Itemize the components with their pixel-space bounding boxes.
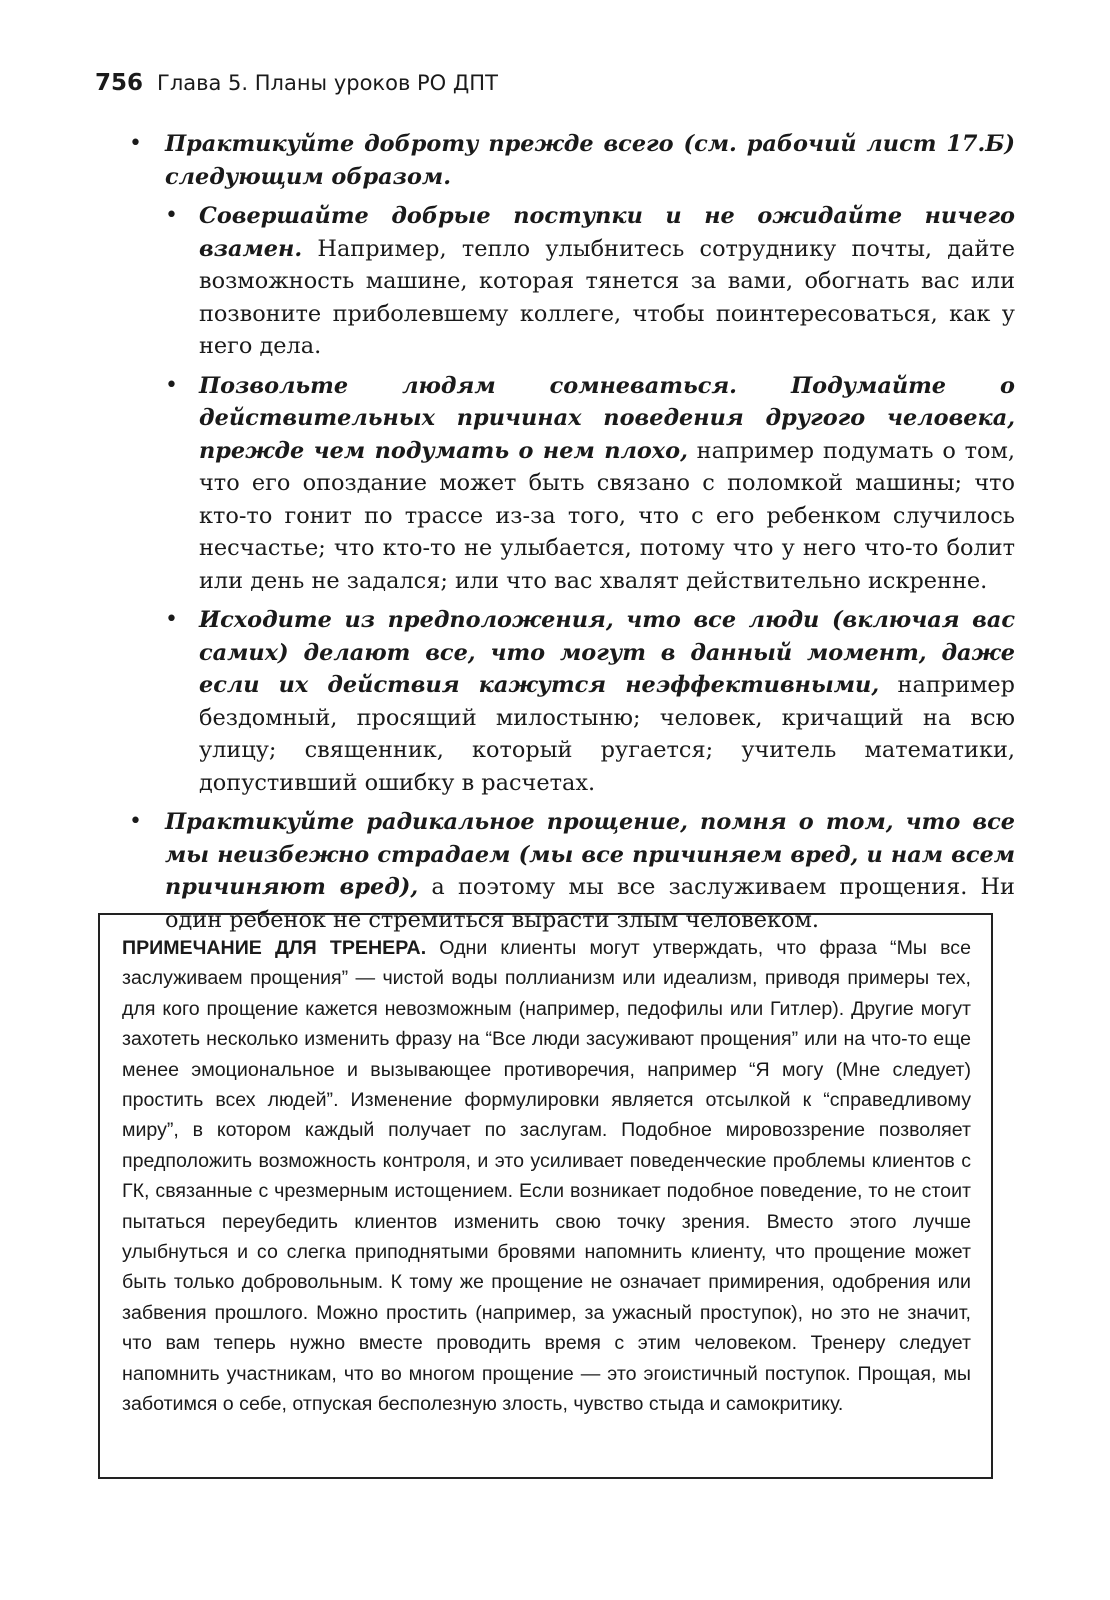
trainer-note — [122, 933, 971, 1420]
bold-italic-text: Практикуйте радикальное прощение, помня о том, что все мы неизбежно страдаем (мы все причиняем вред, и нам всем причиняют вред), — [165, 809, 1015, 900]
list-item — [95, 370, 1015, 598]
page-number: 756 — [95, 70, 144, 96]
bullet-icon: • — [129, 809, 142, 834]
note-label: ПРИМЕЧАНИЕ ДЛЯ ТРЕНЕРА. — [122, 937, 427, 959]
bold-italic-text: Практикуйте доброту прежде всего (см. рабочий лист 17.Б) следующим образом. — [165, 131, 1015, 190]
body-text — [95, 128, 1015, 943]
bold-italic-text: Совершайте добрые поступки и не ожидайте ничего взамен. — [199, 203, 1015, 262]
paragraph-text: например подумать о том, что его опоздание может быть связано с поломкой машины; что кто-то гонит по трассе из-за того, что с его ребенком случилось несчастье; что кто-то не улыбается, потому что у него что-то болит или день не задался; или что вас хвалят действительно искренне. — [199, 437, 1015, 594]
bullet-icon: • — [165, 372, 178, 398]
bold-italic-text: Исходите из предположения, что все люди (включая вас самих) делают все, что могут в данный момент, даже если их действия кажутся неэффективными, — [199, 607, 1015, 698]
running-head: Глава 5. Планы уроков РО ДПТ — [157, 71, 498, 95]
paragraph-text: Например, тепло улыбнитесь сотруднику почты, дайте возможность машине, которая тянется за вами, обогнать вас или позвоните приболевшему коллеге, чтобы поинтересоваться, как у него дела. — [199, 235, 1015, 359]
paragraph-text: а поэтому мы все заслуживаем прощения. Ни один ребенок не стремиться вырасти злым человеком. — [165, 874, 1015, 933]
list-item — [95, 200, 1015, 363]
list-item — [95, 604, 1015, 799]
bullet-icon: • — [129, 131, 142, 156]
bullet-icon: • — [165, 607, 178, 632]
note-text: Одни клиенты могут утверждать, что фраза “Мы все заслуживаем прощения” — чистой воды поллианизм или идеализм, приводя примеры тех, для кого прощение кажется невозможным (например, педофилы или Гитлер). Другие могут захотеть несколько изменить фразу на “Все люди засуживают прощения” или на что-то еще менее эмоциональное и вызывающее противоречия, например “Я могу (Мне следует) простить всех людей”. Изменение формулировки является отсылкой к “справедливому миру”, в котором каждый получает по заслугам. Подобное мировоззрение позволяет предположить возможность контроля, и это усиливает поведенческие проблемы клиентов с ГК, связанные с чрезмерным истощением. Если возникает подобное поведение, то не стоит пытаться переубедить клиентов изменить свою точку зрения. Вместо этого лучше улыбнуться и со слегка приподнятыми бровями напомнить клиенту, что прощение может быть только добровольным. К тому же прощение не означает примирения, одобрения или забвения прошлого. Можно простить (например, за ужасный проступок), но это не значит, что вам теперь нужно вместе проводить время с этим человеком. Тренеру следует напомнить участникам, что во многом прощение — это эгоистичный поступок. Прощая, мы заботимся о себе, отпуская бесполезную злость, чувство стыда и самокритику. — [122, 937, 971, 1416]
page-header — [95, 70, 1015, 110]
trainer-note-box — [98, 913, 993, 1479]
paragraph-text: например бездомный, просящий милостыню; человек, кричащий на всю улицу; священник, который ругается; учитель математики, допустивший ошибку в расчетах. — [199, 672, 1016, 796]
list-item — [95, 128, 1015, 193]
bullet-icon: • — [165, 203, 178, 228]
bold-italic-text: Позвольте людям сомневаться. Подумайте о действительных причинах поведения другого человека, прежде чем подумать о нем плохо, — [199, 372, 1015, 464]
